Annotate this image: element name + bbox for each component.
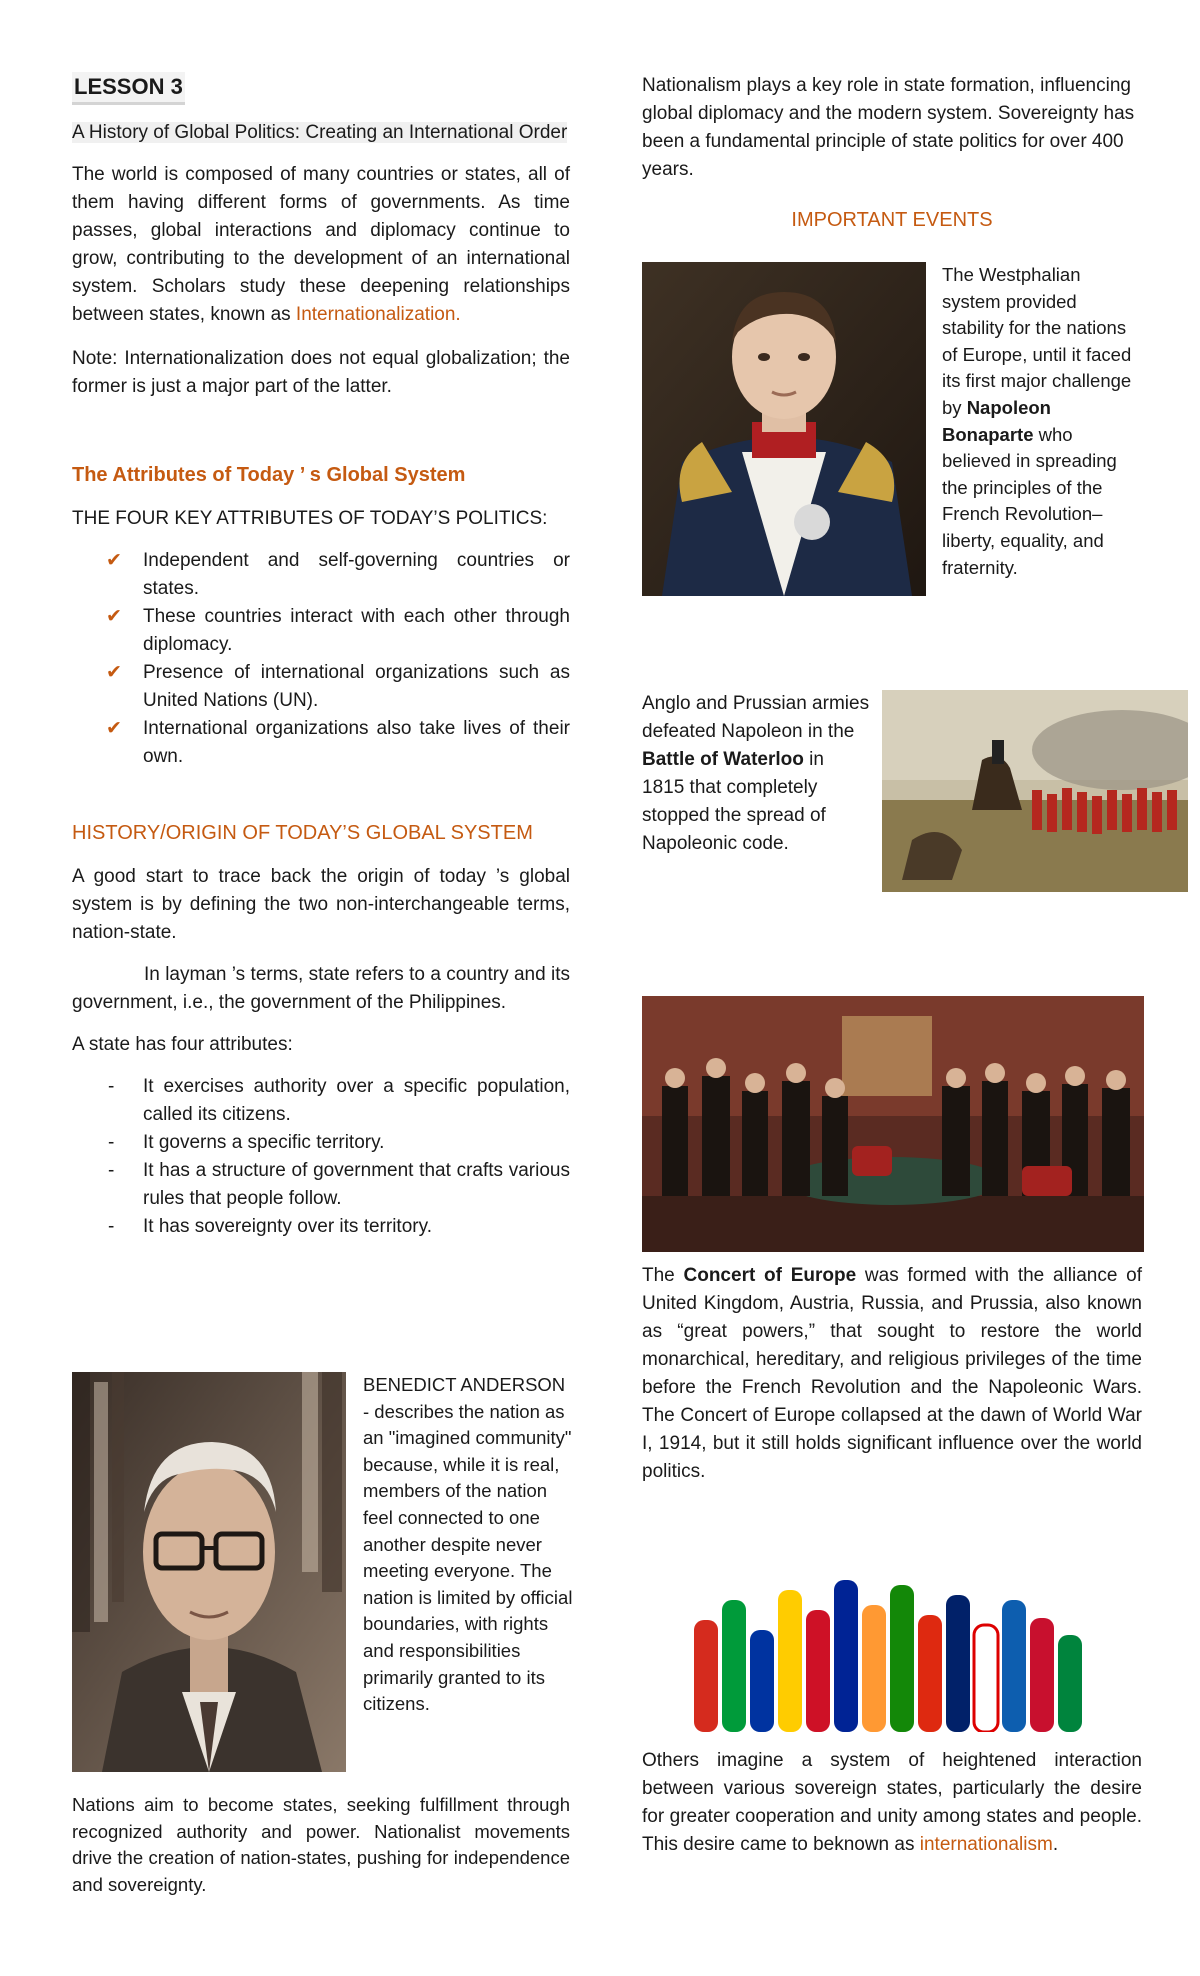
attributes-heading: The Attributes of Today ’ s Global System [72, 464, 466, 486]
concert-of-europe-term: Concert of Europe [683, 1265, 857, 1286]
dash-bullet: - [108, 1160, 115, 1181]
state-intro: A state has four attributes: [72, 1034, 293, 1055]
check-icon: ✔ [106, 606, 122, 627]
state-attributes-list [72, 1073, 570, 1241]
battle-of-waterloo: Battle of Waterloo [642, 749, 804, 770]
intro-paragraph: The world is composed of many countries or states, all of them having different forms of governments. As time passes, global interactions and diplomacy continue to grow, contributing to the development of an international system. Scholars study these deepening relationships between states, known as Internationalization. [72, 164, 570, 325]
flag-hands-svg [688, 1580, 1088, 1732]
list-item: ✔ These countries interact with each other through diplomacy. [72, 603, 570, 659]
anderson-description: - describes the nation as an "imagined community" because, while it is real, members of the nation feel connected to one another despite never meeting everyone. The nation is limited by official boundaries, with rights and responsibilities primarily granted to its citizens. [363, 1400, 573, 1715]
list-item: ✔ Independent and self-governing countries or states. [72, 547, 570, 603]
napoleon-portrait-svg [642, 262, 926, 596]
attributes-list [72, 547, 570, 771]
concert-paragraph: The Concert of Europe was formed with the alliance of United Kingdom, Austria, Russia, and Prussia, also known as “great powers,” that sought to restore the world monarchical, hereditary, and religious privileges of the time before the French Revolution and the Napoleonic Wars. The Concert of Europe collapsed at the dawn of World War I, 1914, but it still holds significant influence over the world politics. [642, 1265, 1143, 1482]
dash-bullet: - [108, 1132, 115, 1153]
history-paragraph-1: A good start to trace back the origin of today ’s global system is by defining the two non-interchangeable terms, nation-state. [72, 866, 570, 943]
waterloo-caption: Anglo and Prussian armies defeated Napoleon in the Battle of Waterloo in 1815 that completely stopped the spread of Napoleonic code. [642, 693, 870, 854]
flag-hands-image [688, 1580, 1088, 1732]
anderson-name: BENEDICT ANDERSON [363, 1374, 566, 1395]
internationalism-term: internationalism [919, 1834, 1053, 1855]
waterloo-painting-svg [882, 690, 1188, 892]
anderson-caption [363, 1372, 573, 1718]
check-icon: ✔ [106, 718, 122, 739]
left-column [72, 72, 570, 1241]
internationalism-paragraph: Others imagine a system of heightened interaction between various sovereign states, particularly the desire for greater cooperation and unity among states and people. This desire came to beknown as internationalism. [642, 1750, 1142, 1855]
napoleon-portrait [642, 262, 926, 596]
nations-paragraph: Nations aim to become states, seeking fulfillment through recognized authority and power. Nationalist movements drive the creation of nation-states, pushing for independence and sovereignty. [72, 1794, 570, 1895]
lesson-title: LESSON 3 [72, 72, 185, 105]
check-icon: ✔ [106, 662, 122, 683]
history-paragraph-2: In layman ’s terms, state refers to a country and its government, i.e., the government of the Philippines. [72, 964, 570, 1013]
events-heading: IMPORTANT EVENTS [791, 209, 993, 231]
nationalism-paragraph: Nationalism plays a key role in state formation, influencing global diplomacy and the modern system. Sovereignty has been a fundamental principle of state politics for over 400 years. [642, 75, 1135, 180]
intro-term: Internationalization. [295, 304, 461, 325]
westphalia-caption: The Westphalian system provided stability for the nations of Europe, until it faced its first major challenge by Napoleon Bonaparte who believed in spreading the principles of the French Revolution– liberty, equality, and fraternity. [942, 264, 1132, 578]
dash-bullet: - [108, 1076, 115, 1097]
concert-painting-svg [642, 996, 1144, 1252]
list-item: - It governs a specific territory. [72, 1129, 570, 1157]
concert-of-europe-painting [642, 996, 1144, 1252]
list-item: ✔ Presence of international organizations such as United Nations (UN). [72, 659, 570, 715]
anderson-photo [72, 1372, 346, 1772]
list-item: - It exercises authority over a specific population, called its citizens. [72, 1073, 570, 1129]
napoleon-name: Napoleon Bonaparte [942, 396, 1051, 445]
history-heading: HISTORY/ORIGIN OF TODAY’S GLOBAL SYSTEM [72, 822, 533, 844]
note-paragraph: Note: Internationalization does not equal globalization; the former is just a major part of the latter. [72, 348, 570, 397]
dash-bullet: - [108, 1216, 115, 1237]
waterloo-painting [882, 690, 1188, 892]
list-item: - It has a structure of government that crafts various rules that people follow. [72, 1157, 570, 1213]
four-key-heading: THE FOUR KEY ATTRIBUTES OF TODAY’S POLITICS: [72, 508, 548, 529]
list-item: ✔ International organizations also take lives of their own. [72, 715, 570, 771]
check-icon: ✔ [106, 550, 122, 571]
lesson-subtitle: A History of Global Politics: Creating an International Order [72, 122, 568, 143]
list-item: - It has sovereignty over its territory. [72, 1213, 570, 1241]
anderson-photo-svg [72, 1372, 346, 1772]
